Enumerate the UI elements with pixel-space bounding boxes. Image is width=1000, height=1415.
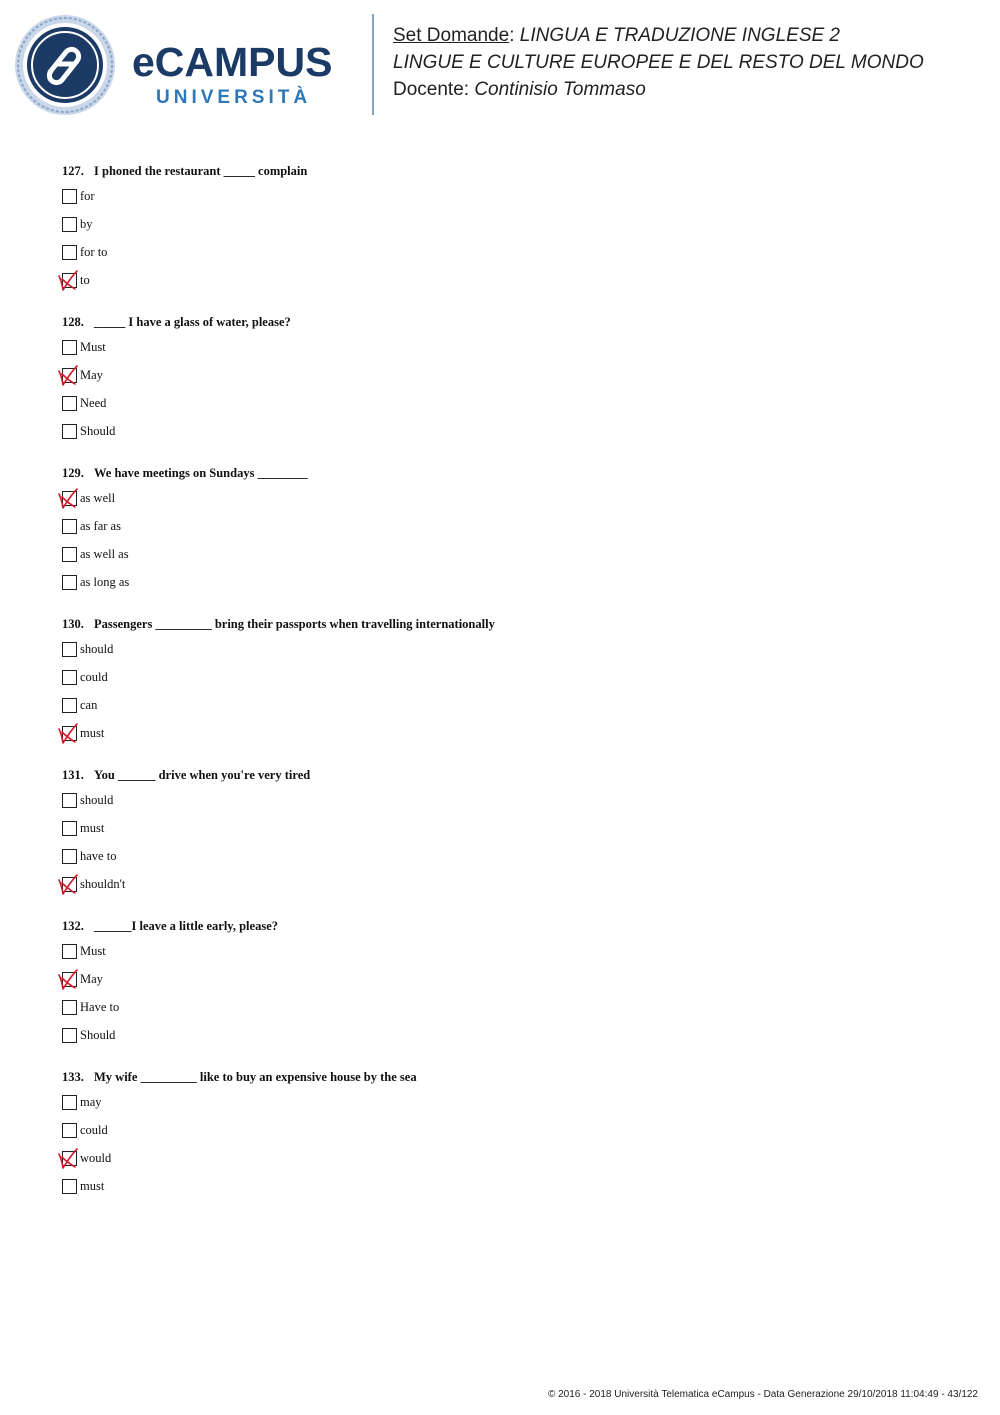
question-item — [62, 1068, 962, 1206]
question-text: You ______ drive when you're very tired — [94, 768, 311, 782]
answer-option[interactable] — [62, 546, 962, 574]
teacher-label: Docente: — [393, 79, 470, 100]
answer-label: Need — [80, 396, 107, 410]
answer-label: have to — [80, 849, 117, 863]
answer-checkbox[interactable] — [62, 1123, 77, 1138]
answer-label: by — [80, 217, 93, 231]
answer-option[interactable] — [62, 1122, 962, 1150]
course-title: LINGUA E TRADUZIONE INGLESE 2 — [519, 25, 841, 46]
answer-checkbox[interactable] — [62, 424, 77, 439]
question-item — [62, 615, 962, 753]
handwritten-check-mark-icon — [56, 363, 82, 389]
header-divider — [372, 14, 374, 115]
answer-checkbox[interactable] — [62, 340, 77, 355]
answer-checkbox[interactable] — [62, 575, 77, 590]
ecampus-wordmark — [132, 40, 357, 114]
answer-label: for to — [80, 245, 108, 259]
question-number: 130. — [62, 617, 84, 631]
question-text: My wife _________ like to buy an expensive house by the sea — [94, 1070, 417, 1084]
answer-option[interactable] — [62, 999, 962, 1027]
question-text: We have meetings on Sundays ________ — [94, 466, 308, 480]
answer-option[interactable] — [62, 574, 962, 602]
question-item — [62, 917, 962, 1055]
answer-label: must — [80, 821, 105, 835]
answer-label: Have to — [80, 1000, 120, 1014]
answer-option[interactable] — [62, 669, 962, 697]
answer-option[interactable] — [62, 1150, 962, 1178]
answer-label: Should — [80, 424, 116, 438]
answer-checkbox[interactable] — [62, 1179, 77, 1194]
answer-label: May — [80, 368, 103, 382]
answer-label: could — [80, 670, 108, 684]
answer-option[interactable] — [62, 971, 962, 999]
handwritten-check-mark-icon — [56, 872, 82, 898]
question-number: 133. — [62, 1070, 84, 1084]
set-separator: : — [509, 25, 515, 46]
page-header — [0, 0, 1000, 130]
handwritten-check-mark-icon — [56, 1146, 82, 1172]
answer-option[interactable] — [62, 641, 962, 669]
answer-checkbox[interactable] — [62, 217, 77, 232]
question-list — [62, 162, 962, 1219]
answer-label: may — [80, 1095, 102, 1109]
question-title — [62, 313, 962, 331]
handwritten-check-mark-icon — [56, 268, 82, 294]
answer-label: as well as — [80, 547, 129, 561]
answer-option[interactable] — [62, 339, 962, 367]
answer-label: as far as — [80, 519, 121, 533]
answer-checkbox[interactable] — [62, 642, 77, 657]
answer-option[interactable] — [62, 1027, 962, 1055]
question-title — [62, 1068, 962, 1086]
answer-label: for — [80, 189, 95, 203]
ecampus-seal-logo — [14, 14, 116, 116]
answer-checkbox[interactable] — [62, 793, 77, 808]
degree-line — [393, 49, 924, 76]
answer-checkbox[interactable] — [62, 1095, 77, 1110]
page-footer: © 2016 - 2018 Università Telematica eCampus - Data Generazione 29/10/2018 11:04:49 - 43/122 — [547, 1389, 978, 1400]
question-number: 131. — [62, 768, 84, 782]
answer-checkbox[interactable] — [62, 849, 77, 864]
set-label: Set Domande — [393, 25, 510, 46]
question-item — [62, 464, 962, 602]
answer-checkbox[interactable] — [62, 1000, 77, 1015]
answer-option[interactable] — [62, 395, 962, 423]
answer-option[interactable] — [62, 1094, 962, 1122]
question-text: Passengers _________ bring their passports when travelling internationally — [94, 617, 495, 631]
teacher-line — [393, 76, 924, 103]
answer-option[interactable] — [62, 697, 962, 725]
question-item — [62, 313, 962, 451]
answer-checkbox[interactable] — [62, 821, 77, 836]
question-title — [62, 766, 962, 784]
question-text: I phoned the restaurant _____ complain — [94, 164, 308, 178]
answer-option[interactable] — [62, 244, 962, 272]
question-number: 129. — [62, 466, 84, 480]
handwritten-check-mark-icon — [56, 967, 82, 993]
answer-label: should — [80, 642, 114, 656]
answer-label: May — [80, 972, 103, 986]
answer-label: as long as — [80, 575, 130, 589]
answer-label: must — [80, 726, 105, 740]
answer-label: must — [80, 1179, 105, 1193]
answer-option[interactable] — [62, 216, 962, 244]
answer-checkbox[interactable] — [62, 519, 77, 534]
answer-option[interactable] — [62, 188, 962, 216]
answer-option[interactable] — [62, 876, 962, 904]
brand-subtitle: UNIVERSITÀ — [156, 87, 312, 108]
answer-option[interactable] — [62, 848, 962, 876]
handwritten-check-mark-icon — [56, 721, 82, 747]
answer-option[interactable] — [62, 943, 962, 971]
answer-label: as well — [80, 491, 116, 505]
question-title — [62, 615, 962, 633]
answer-option[interactable] — [62, 725, 962, 753]
answer-label: should — [80, 793, 114, 807]
answer-option[interactable] — [62, 820, 962, 848]
question-number: 127. — [62, 164, 84, 178]
degree-title: LINGUE E CULTURE EUROPEE E DEL RESTO DEL MONDO — [393, 52, 924, 73]
answer-option[interactable] — [62, 518, 962, 546]
answer-checkbox[interactable] — [62, 189, 77, 204]
answer-label: would — [80, 1151, 112, 1165]
answer-checkbox[interactable] — [62, 944, 77, 959]
question-title — [62, 917, 962, 935]
answer-label: to — [80, 273, 90, 287]
answer-option[interactable] — [62, 272, 962, 300]
answer-option[interactable] — [62, 490, 962, 518]
header-info — [393, 22, 924, 103]
question-number: 128. — [62, 315, 84, 329]
question-number: 132. — [62, 919, 84, 933]
answer-option[interactable] — [62, 1178, 962, 1206]
question-item — [62, 766, 962, 904]
answer-label: Should — [80, 1028, 116, 1042]
brand-name: eCAMPUS — [132, 39, 333, 85]
set-line — [393, 22, 924, 49]
answer-label: could — [80, 1123, 108, 1137]
question-item — [62, 162, 962, 300]
teacher-name: Continisio Tommaso — [474, 79, 646, 100]
answer-option[interactable] — [62, 792, 962, 820]
question-text: _____ I have a glass of water, please? — [94, 315, 291, 329]
answer-checkbox[interactable] — [62, 698, 77, 713]
handwritten-check-mark-icon — [56, 486, 82, 512]
answer-label: Must — [80, 944, 106, 958]
answer-checkbox[interactable] — [62, 670, 77, 685]
answer-label: can — [80, 698, 98, 712]
question-text: ______I leave a little early, please? — [94, 919, 278, 933]
answer-label: Must — [80, 340, 106, 354]
answer-label: shouldn't — [80, 877, 126, 891]
answer-option[interactable] — [62, 423, 962, 451]
answer-checkbox[interactable] — [62, 1028, 77, 1043]
answer-option[interactable] — [62, 367, 962, 395]
question-title — [62, 464, 962, 482]
answer-checkbox[interactable] — [62, 245, 77, 260]
question-title — [62, 162, 962, 180]
answer-checkbox[interactable] — [62, 547, 77, 562]
answer-checkbox[interactable] — [62, 396, 77, 411]
